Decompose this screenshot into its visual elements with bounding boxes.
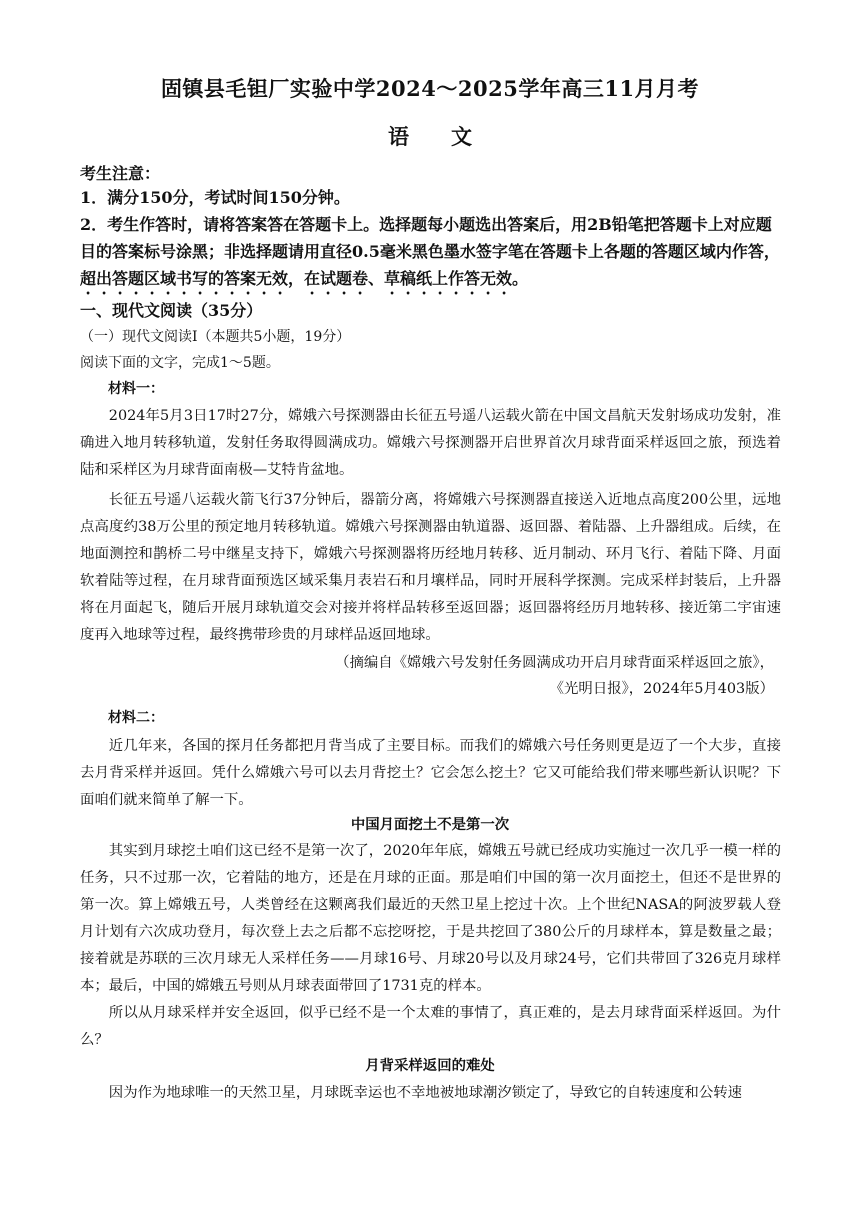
material-2-paragraph-1: 近几年来，各国的探月任务都把月背当成了主要目标。而我们的嫦娥六号任务则更是迈了一个大步，直接去月背采样并返回。凭什么嫦娥六号可以去月背挖土？它会怎么挖土？它又可能给我们带来哪些新认识呢？下面咱们就来简单了解一下。 [80, 738, 781, 808]
material-1-label: 材料一： [108, 381, 164, 397]
material-2-paragraph-2: 其实到月球挖土咱们这已经不是第一次了，2020年年底，嫦娥五号就已经成功实施过一次几乎一模一样的任务，只不过那一次，它着陆的地方，还是在月球的正面。那是咱们中国的第一次月面挖土，但还不是世界的第一次。算上嫦娥五号，人类曾经在这颗离我们最近的天然卫星上挖过十次。上个世纪NASA的阿波罗载人登月计划有六次成功登月，每次登上去之后都不忘挖呀挖，于是共挖回了380公斤的月球样本，算是数量之最；接着就是苏联的三次月球无人采样任务——月球16号、月球20号以及月球24号，它们共带回了326克月球样本；最后，中国的嫦娥五号则从月球表面带回了1731克的样本。 [80, 843, 781, 994]
notice-item-1: 1．满分150分，考试时间150分钟。 [80, 188, 350, 207]
material-2-paragraph-4: 因为作为地球唯一的天然卫星，月球既幸运也不幸地被地球潮汐锁定了，导致它的自转速度和公转速 [108, 1085, 742, 1101]
notice-period: 。 [512, 269, 529, 288]
material-1-paragraph-2: 长征五号遥八运载火箭飞行37分钟后，器箭分离，将嫦娥六号探测器直接送入近地点高度200公里，远地点高度约38万公里的预定地月转移轨道。嫦娥六号探测器由轨道器、返回器、着陆器、上升器组成。后续，在地面测控和鹊桥二号中继星支持下，嫦娥六号探测器将历经地月转移、近月制动、环月飞行、着陆下降、月面软着陆等过程，在月球背面预选区域采集月表岩石和月壤样品，同时开展科学探测。完成采样封装后，上升器将在月面起飞，随后开展月球轨道交会对接并将样品转移至返回器；返回器将经历月地转移、接近第二宇宙速度再入地球等过程，最终携带珍贵的月球样品返回地球。 [80, 492, 781, 643]
notice-comma: ， [288, 269, 305, 288]
notice-emphasis-2: 在试题卷、草稿纸上作答无效 [304, 269, 513, 288]
subject-title: 语文 [388, 124, 514, 149]
material-2-label: 材料二： [108, 710, 164, 726]
material-1-source-line-2: 《光明日报》，2024年5月403版） [549, 681, 774, 697]
exam-title: 固镇县毛钽厂实验中学2024～2025学年高三11月月考 [160, 76, 700, 101]
section-subtitle: （一）现代文阅读Ⅰ（本题共5小题，19分） [80, 329, 351, 345]
notice-emphasis-1: 超出答题区域书写的答案无效 [80, 269, 289, 288]
notice-item-2-text: 2．考生作答时，请将答案答在答题卡上。选择题每小题选出答案后，用2B铅笔把答题卡上对应题目的答案标号涂黑；非选择题请用直径0.5毫米黑色墨水签字笔在答题卡上各题的答题区域内作答， [80, 215, 780, 261]
material-1-source-line-1: （摘编自《嫦娥六号发射任务圆满成功开启月球背面采样返回之旅》， [335, 655, 774, 671]
notice-heading: 考生注意： [80, 164, 161, 183]
reading-instruction: 阅读下面的文字，完成1～5题。 [80, 355, 280, 371]
material-2-heading-2: 月背采样返回的难处 [365, 1057, 495, 1074]
material-2-paragraph-3: 所以从月球采样并安全返回，似乎已经不是一个太难的事情了，真正难的，是去月球背面采样返回。为什么？ [80, 1005, 781, 1048]
section-title: 一、现代文阅读（35分） [80, 301, 263, 320]
material-1-paragraph-1: 2024年5月3日17时27分，嫦娥六号探测器由长征五号遥八运载火箭在中国文昌航天发射场成功发射，准确进入地月转移轨道，发射任务取得圆满成功。嫦娥六号探测器开启世界首次月球背面采样返回之旅，预选着陆和采样区为月球背面南极—艾特肯盆地。 [80, 408, 781, 478]
material-2-heading-1: 中国月面挖土不是第一次 [350, 816, 510, 833]
notice-item-2 [80, 211, 785, 298]
